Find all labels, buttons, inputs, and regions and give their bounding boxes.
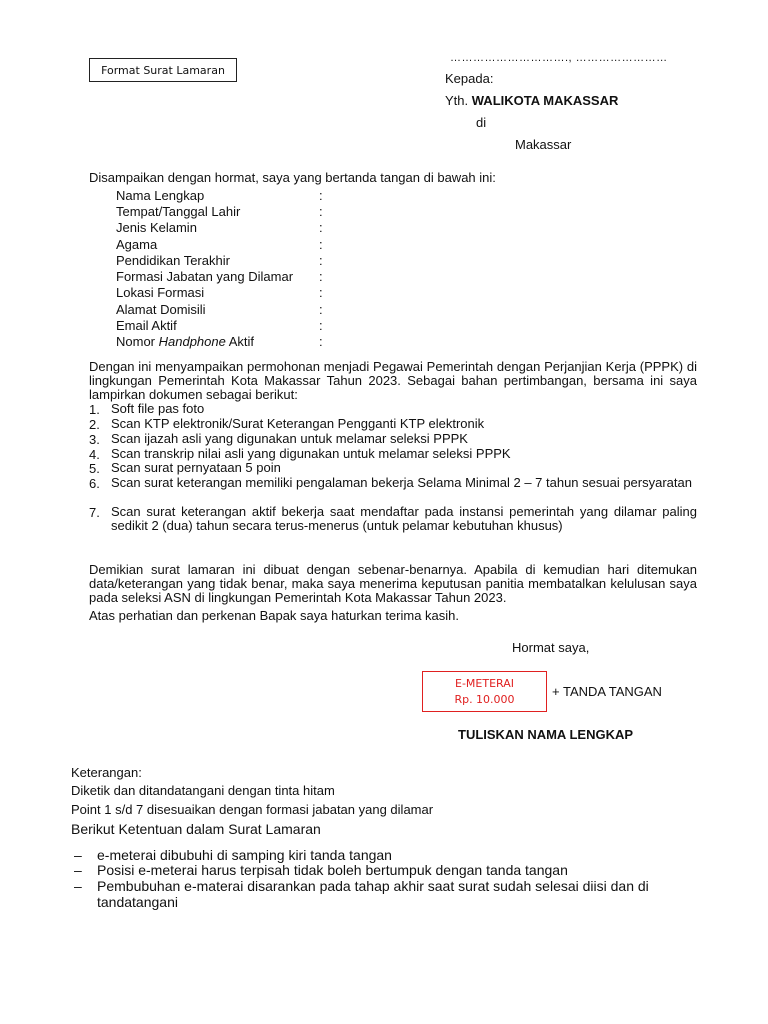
- field-colon: :: [319, 302, 323, 317]
- date-line: …………………………., ……………………: [450, 52, 668, 64]
- list-item: Scan surat keterangan aktif bekerja saat mendaftar pada instansi pemerintah yang dilamar paling sedikit 2 (dua) tahun secara terus-menerus (untuk pelamar kebutuhan khusus): [111, 504, 697, 533]
- note-line-2: Point 1 s/d 7 disesuaikan dengan formasi jabatan yang dilamar: [71, 802, 434, 817]
- field-colon: :: [319, 220, 323, 235]
- recipient-name: WALIKOTA MAKASSAR: [471, 93, 619, 108]
- thanks-text: Atas perhatian dan perkenan Bapak saya haturkan terima kasih.: [89, 608, 460, 623]
- field-label-handphone-prefix: Nomor: [116, 334, 159, 349]
- list-item-number: 2.: [89, 417, 100, 432]
- list-item-number: 7.: [89, 505, 100, 520]
- e-meterai-box: [422, 671, 547, 712]
- field-label-nama: Nama Lengkap: [116, 188, 205, 203]
- list-item-number: 1.: [89, 402, 100, 417]
- kepada-label: Kepada:: [445, 71, 494, 86]
- list-item: Pembubuhan e-materai disarankan pada tahap akhir saat surat sudah selesai diisi dan di tandatangani: [97, 878, 649, 910]
- list-item-number: 5.: [89, 461, 100, 476]
- field-label-agama: Agama: [116, 237, 158, 252]
- recipient-line: [445, 93, 618, 108]
- yth-prefix: Yth.: [445, 93, 469, 108]
- field-label-handphone: [116, 334, 254, 349]
- field-label-pendidikan: Pendidikan Terakhir: [116, 253, 230, 268]
- keterangan-label: Keterangan:: [71, 765, 142, 780]
- field-colon: :: [319, 204, 323, 219]
- ketentuan-title: Berikut Ketentuan dalam Surat Lamaran: [71, 821, 321, 837]
- closing-paragraph: Demikian surat lamaran ini dibuat dengan sebenar-benarnya. Apabila di kemudian hari ditemukan data/keterangan yang tidak benar, maka saya menerima keputusan panitia membatalkan kelulusan saya pada seleksi ASN di lingkungan Pemerintah Kota Makassar Tahun 2023.: [89, 562, 697, 605]
- list-item: Scan transkrip nilai asli yang digunakan untuk melamar seleksi PPPK: [111, 446, 511, 461]
- list-item: Scan surat keterangan memiliki pengalaman bekerja Selama Minimal 2 – 7 tahun sesuai persyaratan: [111, 475, 692, 490]
- e-meterai-label: E-METERAI: [455, 676, 514, 690]
- field-label-ttl: Tempat/Tanggal Lahir: [116, 204, 241, 219]
- field-colon: :: [319, 334, 323, 349]
- field-colon: :: [319, 269, 323, 284]
- e-meterai-value: Rp. 10.000: [454, 692, 515, 706]
- dash-bullet: –: [74, 862, 82, 878]
- list-item-number: 3.: [89, 432, 100, 447]
- list-item: e-meterai dibubuhi di samping kiri tanda tangan: [97, 847, 392, 863]
- intro-paragraph: Dengan ini menyampaikan permohonan menjadi Pegawai Pemerintah dengan Perjanjian Kerja (PPPK) di lingkungan Pemerintah Kota Makassar Tahun 2023. Sebagai bahan pertimbangan, bersama ini saya lampirkan dokumen sebagai berikut:: [89, 359, 697, 402]
- hormat-saya: Hormat saya,: [512, 640, 590, 655]
- format-label-box: [89, 58, 237, 82]
- note-line-1: Diketik dan ditandatangani dengan tinta hitam: [71, 783, 335, 798]
- field-label-handphone-italic: Handphone: [158, 334, 226, 349]
- list-item: Scan ijazah asli yang digunakan untuk melamar seleksi PPPK: [111, 431, 468, 446]
- field-label-alamat: Alamat Domisili: [116, 302, 206, 317]
- list-item-number: 4.: [89, 447, 100, 462]
- field-label-email: Email Aktif: [116, 318, 177, 333]
- list-item-number: 6.: [89, 476, 100, 491]
- field-colon: :: [319, 285, 323, 300]
- di-label: di: [476, 115, 487, 130]
- field-label-formasi: Formasi Jabatan yang Dilamar: [116, 269, 294, 284]
- field-colon: :: [319, 318, 323, 333]
- field-colon: :: [319, 188, 323, 203]
- list-item: Posisi e-meterai harus terpisah tidak boleh bertumpuk dengan tanda tangan: [97, 862, 568, 878]
- greeting-text: Disampaikan dengan hormat, saya yang bertanda tangan di bawah ini:: [89, 170, 496, 185]
- list-item: Soft file pas foto: [111, 401, 205, 416]
- tanda-tangan-label: + TANDA TANGAN: [552, 684, 662, 699]
- field-colon: :: [319, 237, 323, 252]
- list-item: Scan surat pernyataan 5 poin: [111, 460, 281, 475]
- dash-bullet: –: [74, 878, 82, 894]
- list-item: Scan KTP elektronik/Surat Keterangan Pengganti KTP elektronik: [111, 416, 485, 431]
- field-label-handphone-suffix: Aktif: [225, 334, 255, 349]
- field-label-jenis-kelamin: Jenis Kelamin: [116, 220, 197, 235]
- format-label: Format Surat Lamaran: [101, 63, 225, 77]
- city-label: Makassar: [515, 137, 572, 152]
- dash-bullet: –: [74, 847, 82, 863]
- field-colon: :: [319, 253, 323, 268]
- field-label-lokasi: Lokasi Formasi: [116, 285, 205, 300]
- name-placeholder: TULISKAN NAMA LENGKAP: [458, 727, 634, 742]
